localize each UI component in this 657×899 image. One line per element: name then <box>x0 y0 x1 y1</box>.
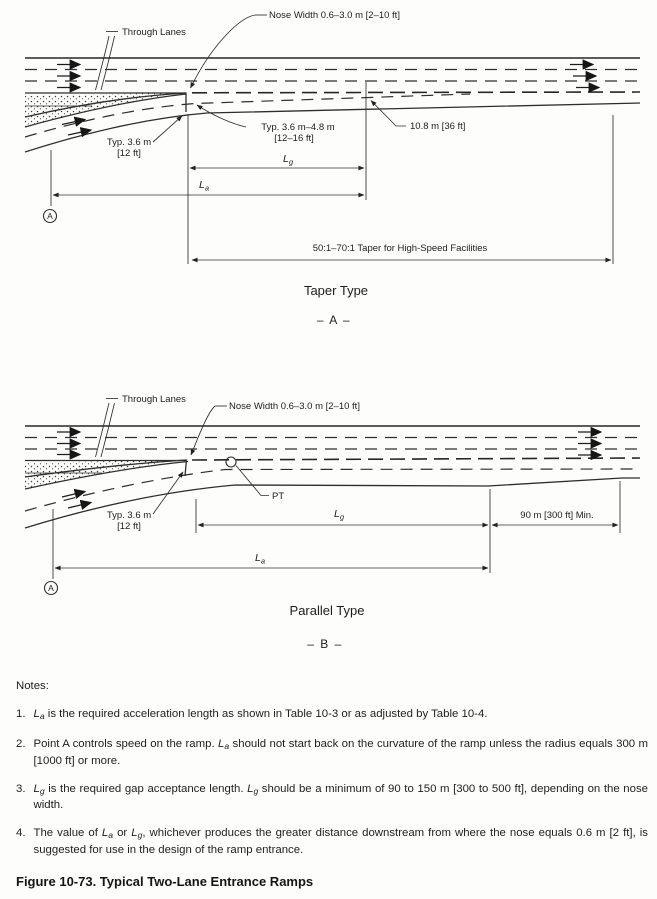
lane-width-range-label-1: Typ. 3.6 m–4.8 m <box>261 122 335 133</box>
lg-label: $L_g$ <box>334 508 345 522</box>
pt-circle <box>226 457 236 467</box>
note-number: 2. <box>16 738 26 750</box>
taper-note-label: 50:1–70:1 Taper for High-Speed Facilities <box>312 243 488 254</box>
la-label: $L_a$ <box>199 179 210 193</box>
lane-width-label-1: Typ. 3.6 m <box>106 510 152 521</box>
note-number: 3. <box>16 782 26 795</box>
diagram-parallel-type <box>25 394 640 651</box>
note-text: The value of La or Lg, whichever produces the greater distance downstream from where the nose equals 0.6 m [2 ft], is suggested for use in the design of the ramp entrance. <box>33 827 648 856</box>
dimension-la <box>51 150 364 206</box>
note-item-2 <box>16 737 648 768</box>
merge-lane-line <box>192 92 640 93</box>
pt-label: PT <box>272 491 285 502</box>
point-a-label: A <box>48 583 54 594</box>
dimension-90m <box>492 481 620 533</box>
note-number: 1. <box>16 708 26 720</box>
nose-width-label: Nose Width 0.6–3.0 m [2–10 ft] <box>269 10 400 21</box>
diagram-b-subtitle: – B – <box>307 637 343 651</box>
note-item-4 <box>16 826 648 857</box>
through-lanes-leader <box>96 36 110 90</box>
traffic-arrows <box>57 432 601 508</box>
through-lanes-label: Through Lanes <box>122 27 186 38</box>
lane-width-label-2: [12 ft] <box>117 521 141 532</box>
total-width-label: 10.8 m [36 ft] <box>410 121 466 132</box>
nose-width-label: Nose Width 0.6–3.0 m [2–10 ft] <box>229 401 360 412</box>
note-item-1 <box>16 707 648 724</box>
la-label: $L_a$ <box>255 552 266 566</box>
lane-width-range-label-2: [12–16 ft] <box>274 133 314 144</box>
dimension-lg <box>196 489 490 573</box>
notes-heading: Notes: <box>16 680 49 692</box>
diagram-a-subtitle: – A – <box>316 313 352 327</box>
note-text: La is the required acceleration length as shown in Table 10-3 or as adjusted by Table 10-4. <box>33 708 488 721</box>
min-length-label: 90 m [300 ft] Min. <box>520 510 594 521</box>
dimension-taper <box>192 115 613 264</box>
diagram-taper-type <box>25 10 640 327</box>
notes-section <box>0 660 657 857</box>
note-item-3 <box>16 782 648 813</box>
figure-caption: Figure 10-73. Typical Two-Lane Entrance Ramps <box>16 874 314 889</box>
note-number: 4. <box>16 827 26 839</box>
note-text: Lg is the required gap acceptance length. Lg should be a minimum of 90 to 150 m [300 to 500 ft], depending on the nose width. <box>33 782 648 811</box>
lg-label: $L_g$ <box>283 153 294 167</box>
nose-width-leader <box>191 15 256 88</box>
nose-width-leader <box>191 406 215 455</box>
point-a-label: A <box>47 211 53 222</box>
point-a-marker <box>44 210 57 223</box>
ramp-centerline <box>25 469 640 511</box>
through-lanes-leader <box>101 36 115 90</box>
diagram-b-title: Parallel Type <box>289 603 365 618</box>
diagram-a-title: Taper Type <box>303 283 369 298</box>
point-a-marker <box>45 582 58 595</box>
note-text: Point A controls speed on the ramp. La should not start back on the curvature of the ramp unless the radius equals 300 m [1000 ft] or more. <box>33 738 648 767</box>
lane-width-label-2: [12 ft] <box>117 148 141 159</box>
lane-width-label-1: Typ. 3.6 m <box>106 137 152 148</box>
lane-width-range-leader <box>197 105 246 127</box>
merge-lane-line <box>192 458 640 460</box>
through-lanes-label: Through Lanes <box>122 394 186 405</box>
total-width-leader <box>371 101 406 127</box>
